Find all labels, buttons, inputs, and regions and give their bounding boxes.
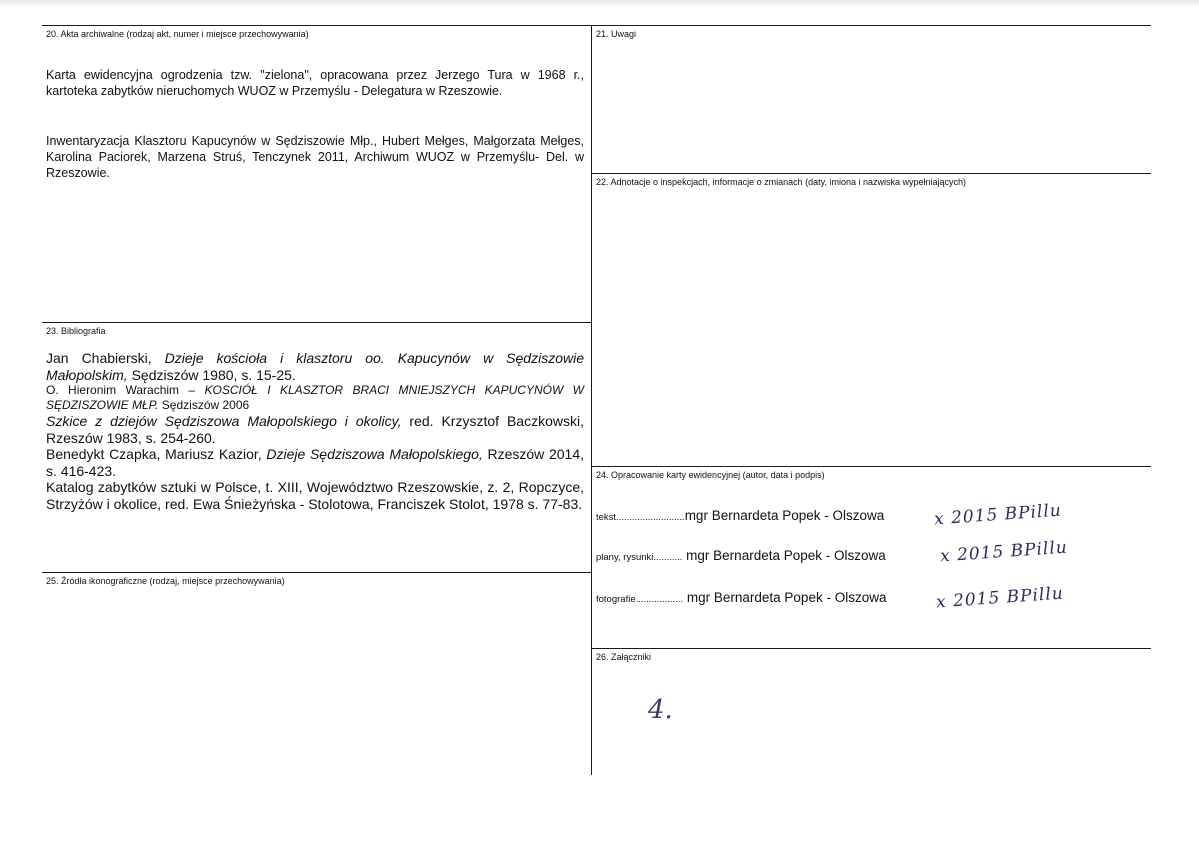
rule-s22 (592, 173, 1151, 174)
handwritten-signature: x 2015 BPillu (933, 500, 1063, 530)
author-row-drawings (596, 547, 886, 565)
archival-record-2: Inwentaryzacja Klasztoru Kapucynów w Sędziszowie Młp., Hubert Mełges, Małgorzata Mełges, Karolina Paciorek, Marzena Struś, Tenczynek 2011, Archiwum WUOZ w Przemyślu- Del. w Rzeszowie. (46, 134, 584, 180)
row-prefix: tekst.......................... (596, 512, 685, 523)
rule-s26 (592, 648, 1151, 649)
rule-s24 (592, 466, 1151, 467)
section-22-label: 22. Adnotacje o inspekcjach, informacje o zmianach (daty, imiona i nazwiska wypełniających) (596, 177, 967, 187)
handwritten-signature: x 2015 BPillu (935, 583, 1065, 613)
section-21-label: 21. Uwagi (596, 29, 637, 39)
bibliography-entry: Jan Chabierski, Dzieje kościoła i klasztoru oo. Kapucynów w Sędziszowie Małopolskim, Sędziszów 1980, s. 15-25. (46, 350, 584, 383)
handwritten-signature: x 2015 BPillu (939, 537, 1069, 567)
section-23-label: 23. Bibliografia (46, 326, 106, 336)
rule-top (42, 25, 1151, 26)
bibliography-entry: Szkice z dziejów Sędziszowa Małopolskiego i okolicy, red. Krzysztof Baczkowski, Rzeszów 1983, s. 254-260. (46, 413, 584, 446)
author-name: mgr Bernardeta Popek - Olszowa (682, 548, 886, 563)
author-name: mgr Bernardeta Popek - Olszowa (683, 590, 887, 605)
bibliography-entry: O. Hieronim Warachim – KOSCIÓŁ I KLASZTOR BRACI MNIEJSZYCH KAPUCYNÓW W SĘDZISZOWIE MŁP. Sędziszów 2006 (46, 383, 584, 412)
scan-shadow (0, 0, 1199, 8)
author-row-text (596, 507, 884, 525)
rule-s25 (42, 572, 591, 573)
bibliography-list (46, 350, 584, 512)
section-20-label: 20. Akta archiwalne (rodzaj akt, numer i miejsce przechowywania) (46, 29, 309, 39)
section-26-label: 26. Załączniki (596, 652, 652, 662)
author-row-photos (596, 589, 886, 607)
bibliography-entry: Benedykt Czapka, Mariusz Kazior, Dzieje Sędziszowa Małopolskiego, Rzeszów 2014, s. 416-423. (46, 446, 584, 479)
row-prefix: fotografie.................. (596, 594, 684, 605)
column-divider (591, 25, 592, 775)
handwritten-attachment-count: 4. (648, 695, 673, 725)
archival-record-1: Karta ewidencyjna ogrodzenia tzw. "zielona", opracowana przez Jerzego Tura w 1968 r., kartoteka zabytków nieruchomych WUOZ w Przemyślu - Delegatura w Rzeszowie. (46, 68, 584, 98)
bibliography-entry: Katalog zabytków sztuki w Polsce, t. XIII, Województwo Rzeszowskie, z. 2, Ropczyce, Strzyżów i okolice, red. Ewa Śnieżyńska - Stolotowa, Franciszek Stolot, 1978 s. 77-83. (46, 479, 584, 512)
section-24-label: 24. Opracowanie karty ewidencyjnej (autor, data i podpis) (596, 470, 825, 480)
row-prefix: plany, rysunki........... (596, 552, 683, 563)
rule-s23 (42, 322, 591, 323)
author-name: mgr Bernardeta Popek - Olszowa (684, 508, 885, 523)
section-25-label: 25. Źródła ikonograficzne (rodzaj, miejsce przechowywania) (46, 576, 285, 586)
